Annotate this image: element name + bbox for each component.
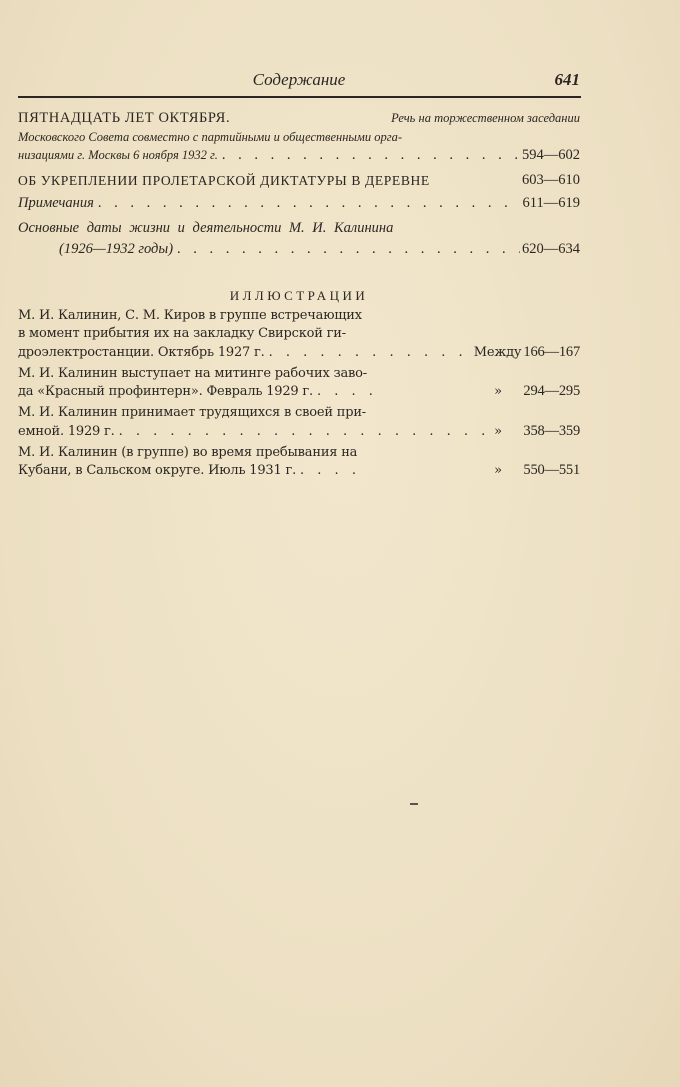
page-range: 358—359 bbox=[523, 423, 580, 439]
illustration-line bbox=[18, 403, 580, 422]
illustration-text: в момент прибытия их на закладку Свирской ги- bbox=[18, 326, 346, 341]
dot-leader bbox=[218, 146, 520, 165]
page-range: 603—610 bbox=[522, 172, 580, 188]
toc-entry-line bbox=[18, 171, 580, 190]
illustration-text: М. И. Калинин принимает трудящихся в своей при- bbox=[18, 405, 366, 420]
header-rule bbox=[18, 96, 581, 98]
illustration-line bbox=[18, 343, 580, 362]
toc-entry-line bbox=[18, 194, 580, 213]
dot-leader bbox=[94, 194, 521, 213]
dot-leader bbox=[265, 343, 472, 362]
page-range: 550—551 bbox=[523, 462, 580, 478]
dot-leader bbox=[296, 461, 370, 480]
page-range: 611—619 bbox=[522, 195, 580, 211]
illustration-line bbox=[18, 364, 580, 383]
page-range: 594—602 bbox=[522, 147, 580, 163]
toc-entry-line bbox=[18, 128, 580, 147]
entry-title: Основные даты жизни и деятельности М. И. Калинина bbox=[18, 220, 394, 236]
illustration-line bbox=[18, 443, 580, 462]
ditto-marker: » bbox=[494, 424, 502, 439]
dot-leader bbox=[173, 240, 520, 259]
section-heading: ИЛЛЮСТРАЦИИ bbox=[229, 288, 369, 303]
entry-text: низациями г. Москвы 6 ноября 1932 г. bbox=[18, 148, 218, 162]
page-range: 294—295 bbox=[523, 383, 580, 399]
entry-text: Московского Совета совместно с партийными и общественными орга- bbox=[18, 130, 403, 144]
illustration-line bbox=[18, 461, 580, 480]
illustration-line bbox=[18, 382, 580, 401]
entry-title: ПЯТНАДЦАТЬ ЛЕТ ОКТЯБРЯ. bbox=[18, 110, 231, 126]
entry-title: Примечания bbox=[18, 195, 94, 211]
toc-entry-line bbox=[18, 109, 580, 128]
page-number: 641 bbox=[554, 70, 580, 89]
illustration-text: М. И. Калинин, С. М. Киров в группе встречающих bbox=[18, 308, 362, 323]
entry-text: (1926—1932 годы) bbox=[59, 241, 174, 257]
illustration-text: М. И. Калинин (в группе) во время пребывания на bbox=[18, 445, 358, 460]
page-range: 620—634 bbox=[522, 241, 580, 257]
toc-entry-line bbox=[18, 146, 580, 165]
header-title: Содержание bbox=[252, 70, 346, 89]
running-header bbox=[18, 70, 580, 92]
entry-title: ОБ УКРЕПЛЕНИИ ПРОЛЕТАРСКОЙ ДИКТАТУРЫ В ДЕРЕВНЕ bbox=[18, 173, 430, 188]
illustration-text: дроэлектростанции. Октябрь 1927 г. bbox=[18, 345, 265, 360]
print-speck bbox=[410, 803, 418, 805]
entry-subtitle: Речь на торжественном заседании bbox=[391, 111, 580, 125]
illustration-text: Кубани, в Сальском округе. Июль 1931 г. bbox=[18, 463, 297, 478]
toc-entry-line bbox=[18, 240, 580, 259]
illustration-line bbox=[18, 306, 580, 325]
ditto-marker: » bbox=[494, 463, 502, 478]
page-range: 166—167 bbox=[523, 344, 580, 360]
dot-leader bbox=[313, 382, 387, 401]
illustration-text: М. И. Калинин выступает на митинге рабочих заво- bbox=[18, 366, 367, 381]
toc-entry-line bbox=[18, 219, 580, 238]
dot-leader bbox=[115, 422, 488, 441]
illustration-text: емной. 1929 г. bbox=[18, 424, 115, 439]
illustration-line bbox=[18, 324, 580, 343]
illustration-line bbox=[18, 422, 580, 441]
ditto-marker: » bbox=[494, 384, 502, 399]
between-marker: Между bbox=[473, 345, 522, 360]
illustration-text: да «Красный профинтерн». Февраль 1929 г. bbox=[18, 384, 313, 399]
